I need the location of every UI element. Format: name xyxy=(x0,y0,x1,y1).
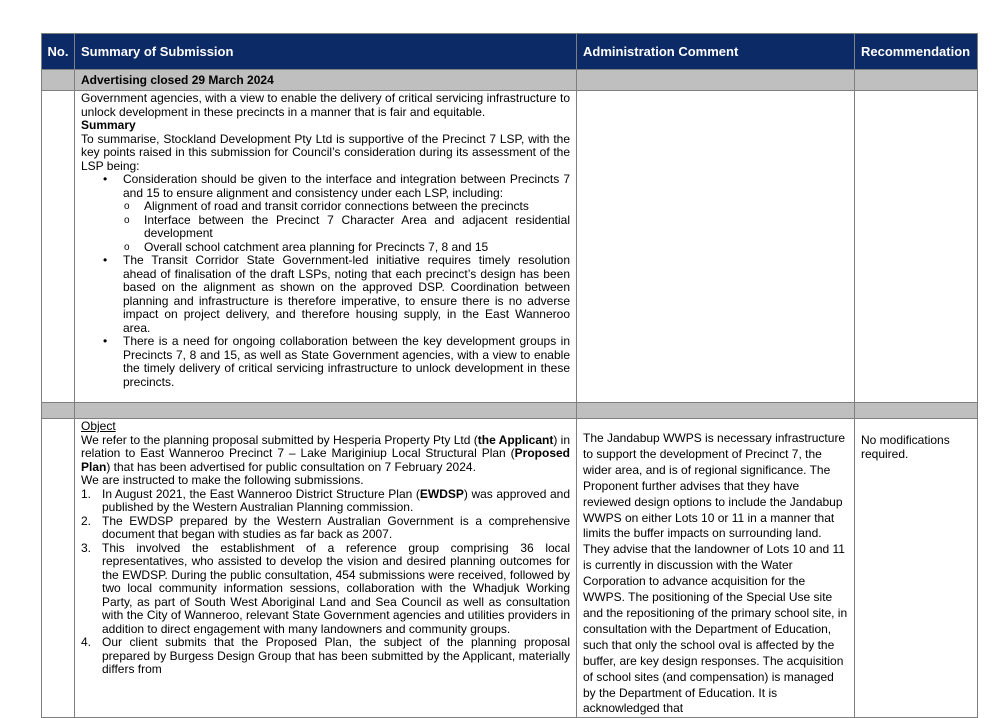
list-item: o Interface between the Precinct 7 Character Area and adjacent residential development xyxy=(144,214,570,241)
cell-empty xyxy=(855,403,978,419)
text-run: In August 2021, the East Wanneroo District Structure Plan ( xyxy=(102,486,420,501)
summary-cell xyxy=(75,91,577,403)
summary-cell xyxy=(75,419,577,718)
header-summary: Summary of Submission xyxy=(75,34,577,70)
header-admin-comment: Administration Comment xyxy=(577,34,855,70)
text-run: ) was approved and published by the Western Australian Planning commission. xyxy=(102,486,570,514)
proposed-plan-term: Proposed Plan xyxy=(81,446,570,474)
summary-bullet-list xyxy=(81,173,570,389)
cell-empty xyxy=(577,403,855,419)
cell-no xyxy=(42,91,75,403)
summary-text: To summarise, Stockland Development Pty Ltd is supportive of the Precinct 7 LSP, with the key points raised in this submission for Council’s consideration during its assessment of the LSP being: xyxy=(81,131,570,173)
advertising-row xyxy=(42,70,978,91)
cell-empty xyxy=(577,70,855,91)
item-number: 1. xyxy=(81,486,92,501)
cell-empty xyxy=(42,403,75,419)
list-item xyxy=(81,540,570,637)
object-label: Object xyxy=(81,419,116,433)
cell-no xyxy=(42,419,75,718)
list-item: o Alignment of road and transit corridor connections between the precincts xyxy=(144,200,570,214)
text-run: ) that has been advertised for public consultation on 7 February 2024. xyxy=(106,459,476,474)
table-row xyxy=(42,419,978,718)
item-number: 2. xyxy=(81,513,92,528)
summary-heading: Summary xyxy=(81,118,136,132)
submissions-table-page xyxy=(41,33,977,716)
list-item: • There is a need for ongoing collaboration between the key development groups in Precincts 7, 8 and 15, as well as State Government agencies, with a view to enable the timely delivery of critical servicing infrastructure to unlock development in these precincts. xyxy=(123,335,570,389)
applicant-term: the Applicant xyxy=(477,432,554,447)
text-run: This involved the establishment of a reference group comprising 36 local representatives, who assisted to develop the vision and desired planning outcomes for the EWDSP. During the public consultation, 454 submissions were received, followed by two local community information sessions, collaboration with the Whadjuk Working Party, as part of South West Aboriginal Land and Sea Council as well as consultation with the City of Wanneroo, relevant State Government agencies and utilities providers in addition to direct engagement with many landowners and community groups. xyxy=(102,540,570,636)
recommendation-cell: No modifications required. xyxy=(855,419,978,718)
submission-paragraph: We are instructed to make the following submissions. xyxy=(81,473,364,487)
ewdsp-term: EWDSP xyxy=(419,486,464,501)
text-run: The EWDSP prepared by the Western Australian Government is a comprehensive document that began with studies as far back as 2007. xyxy=(102,513,570,541)
list-item xyxy=(81,635,570,677)
cell-empty xyxy=(855,70,978,91)
numbered-list xyxy=(81,488,570,677)
summary-intro: Government agencies, with a view to enable the delivery of critical servicing infrastructure to unlock development in these precincts in a manner that is fair and equitable. xyxy=(81,91,570,119)
cell-empty xyxy=(42,70,75,91)
admin-comment-cell: The Jandabup WWPS is necessary infrastructure to support the development of Precinct 7, the wider area, and is of regional significance. The Proponent further advises that they have reviewed design options to include the Jandabup WWPS on either Lots 10 or 11 in a manner that limits the buffer impacts on surrounding land. They advise that the landowner of Lots 10 and 11 is currently in discussion with the Water Corporation to advance acquisition for the WWPS. The positioning of the Special Use site and the repositioning of the primary school site, in consultation with the Department of Education, such that only the school oval is affected by the buffer, are key design responses. The acquisition of school sites (and compensation) is managed by the Department of Education. It is acknowledged that xyxy=(577,419,855,718)
text-run: ) in relation to East Wanneroo Precinct 7 – Lake Mariginiup Local Structural Plan ( xyxy=(81,432,571,460)
table-header-row xyxy=(42,34,978,70)
separator-row xyxy=(42,403,978,419)
admin-comment-cell xyxy=(577,91,855,403)
submissions-table xyxy=(41,33,978,718)
header-no: No. xyxy=(42,34,75,70)
item-number: 4. xyxy=(81,635,92,649)
item-number: 3. xyxy=(81,540,92,555)
sub-bullet-list xyxy=(123,200,570,254)
cell-empty xyxy=(75,403,577,419)
list-item xyxy=(123,173,570,254)
advertising-closed-label: Advertising closed 29 March 2024 xyxy=(75,70,577,91)
list-item: • The Transit Corridor State Government-led initiative requires timely resolution ahead of finalisation of the draft LSPs, noting that each precinct’s design has been based on the alignment as shown on the approved DSP. Coordination between planning and infrastructure is therefore imperative, to ensure there is no adverse impact on project delivery, and therefore housing supply, in the East Wanneroo area. xyxy=(123,254,570,335)
table-row xyxy=(42,91,978,403)
text-run: Our client submits that the Proposed Plan, the subject of the planning proposal prepared by Burgess Design Group that has been submitted by the Applicant, materially differs from xyxy=(102,635,570,676)
list-item xyxy=(81,486,570,515)
text-run: We refer to the planning proposal submitted by Hesperia Property Pty Ltd ( xyxy=(81,432,478,447)
recommendation-cell xyxy=(855,91,978,403)
bullet-text: Consideration should be given to the interface and integration between Precincts 7 and 15 to ensure alignment and consistency under each LSP, including: xyxy=(123,172,570,200)
header-recommendation: Recommendation xyxy=(855,34,978,70)
submission-paragraph xyxy=(81,434,570,475)
list-item xyxy=(81,513,570,542)
list-item: o Overall school catchment area planning for Precincts 7, 8 and 15 xyxy=(144,241,570,255)
